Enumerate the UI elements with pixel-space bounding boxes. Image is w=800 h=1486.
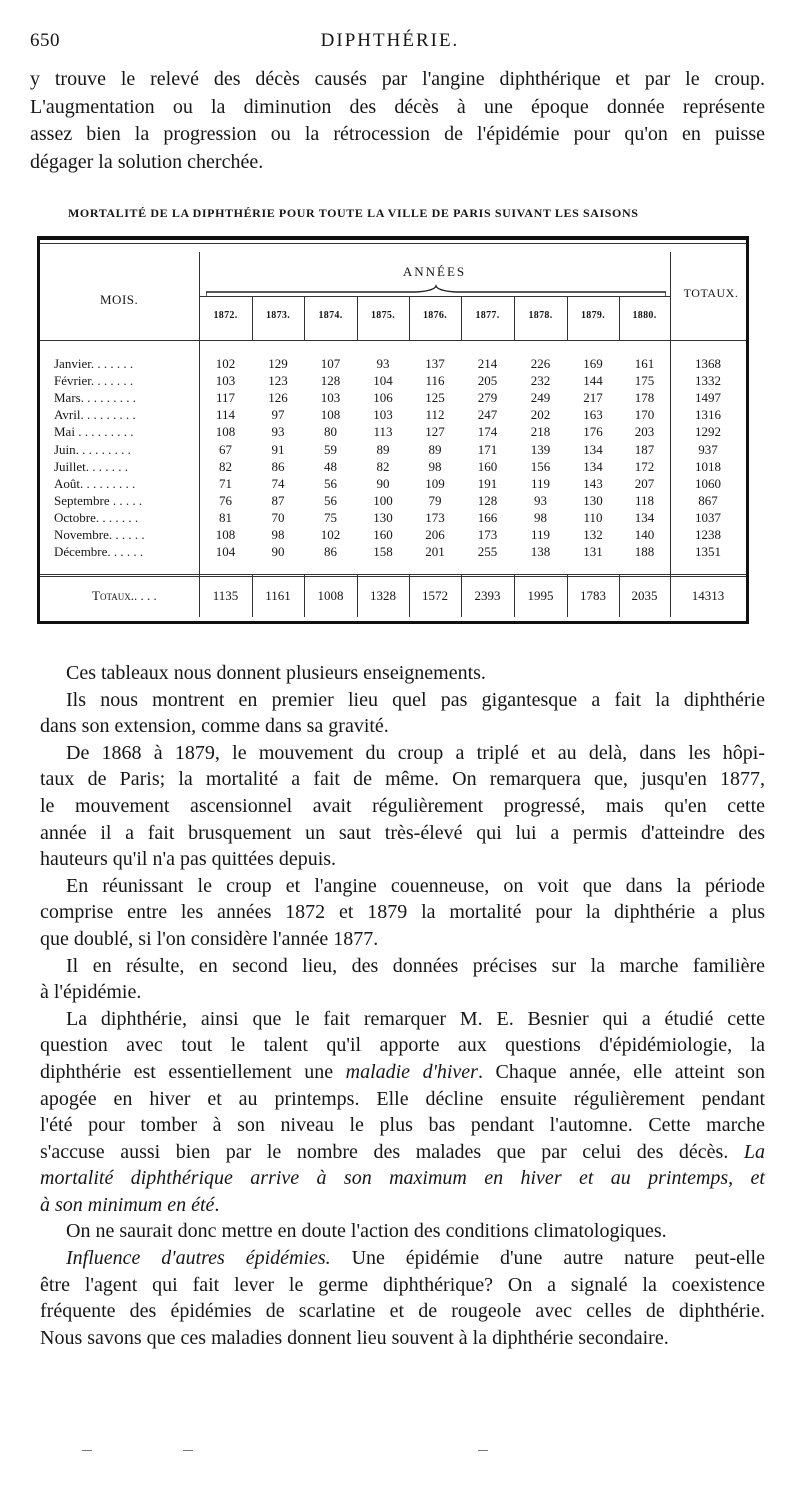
text-line: y trouve le relevé des décès causés par l'angine diphthérique et par le croup.: [30, 68, 765, 90]
data-cell: 81: [219, 509, 232, 525]
totals-rule: [40, 576, 746, 577]
data-cell: 163: [583, 407, 603, 423]
data-cell: 74: [271, 475, 285, 491]
mortality-table: [37, 236, 749, 624]
data-cell: 143: [583, 475, 603, 491]
italic-text: Influence d'autres épidémies.: [66, 1247, 331, 1270]
month-label: Juin. . . . . . . . .: [54, 441, 131, 457]
running-title: DIPHTHÉRIE.: [320, 30, 460, 51]
data-cell: 170: [634, 407, 655, 423]
page-number: 650: [30, 30, 60, 51]
row-total-cell: 1037: [695, 509, 721, 525]
text-span: Une épidémie d'une autre nature peut-elle: [330, 1247, 765, 1270]
text-line: dégager la solution cherchée.: [30, 150, 264, 173]
data-cell: 129: [268, 356, 288, 371]
column-total-cell: 1328: [370, 588, 396, 603]
data-cell: 107: [320, 356, 341, 371]
data-cell: 98: [534, 509, 547, 525]
year-header: 1879.: [581, 310, 605, 321]
text-line: que doublé, si l'on considère l'année 1877.: [40, 927, 379, 950]
data-cell: 98: [271, 527, 285, 542]
data-cell: 112: [425, 407, 445, 423]
data-cell: 144: [583, 373, 603, 389]
data-cell: 202: [530, 407, 551, 423]
data-cell: 108: [320, 407, 341, 423]
grand-total-cell: 14313: [691, 588, 725, 603]
data-cell: 98: [428, 458, 442, 474]
data-cell: 203: [634, 424, 655, 440]
data-cell: 102: [215, 356, 236, 371]
data-cell: 70: [271, 509, 285, 525]
text-line: fréquente des épidémies de scarlatine et de rougeole avec celles de diphthérie.: [40, 1300, 765, 1323]
data-cell: 127: [425, 424, 445, 440]
data-cell: 89: [428, 441, 442, 457]
data-cell: 91: [271, 441, 285, 457]
data-cell: 103: [215, 373, 236, 389]
data-cell: 206: [425, 527, 445, 542]
text-line: Ces tableaux nous donnent plusieurs enseignements.: [66, 662, 486, 684]
text-line: dans son extension, comme dans sa gravité.: [40, 715, 389, 738]
data-cell: 226: [530, 356, 551, 371]
data-cell: 173: [425, 509, 445, 525]
column-total-cell: 1995: [527, 588, 554, 603]
month-label: Avril. . . . . . . . .: [54, 407, 136, 423]
text-line: Il en résulte, en second lieu, des données précises sur la marche familière: [66, 954, 765, 977]
month-label: Mars. . . . . . . . .: [54, 390, 136, 406]
year-header: 1875.: [371, 310, 395, 321]
data-cell: 201: [425, 544, 445, 560]
data-cell: 123: [268, 373, 288, 389]
row-total-cell: 1060: [695, 475, 721, 491]
text-line: [40, 1165, 765, 1192]
data-cell: 113: [373, 424, 393, 440]
data-cell: 205: [477, 373, 498, 389]
text-line: La diphthérie, ainsi que le fait remarquer M. E. Besnier qui a étudié cette: [66, 1007, 765, 1030]
data-cell: 71: [219, 475, 232, 491]
row-total-cell: 1238: [695, 527, 721, 542]
text-line: année il a fait brusquement un saut très-élevé qui lui a permis d'atteindre des: [40, 821, 765, 844]
data-cell: 138: [530, 544, 551, 560]
data-cell: 160: [373, 527, 393, 542]
data-cell: 160: [477, 458, 498, 474]
data-cell: 56: [324, 492, 337, 508]
row-total-cell: 1351: [695, 544, 721, 560]
data-cell: 82: [376, 458, 390, 474]
month-label: Novembre. . . . . .: [54, 527, 145, 542]
data-cell: 178: [634, 390, 655, 406]
text-line: comprise entre les années 1872 et 1879 la mortalité pour la diphthérie a plus: [40, 901, 765, 924]
page-header: [30, 30, 750, 58]
table-inner-rule: [40, 243, 746, 244]
data-cell: 130: [373, 509, 393, 525]
footer-mark: [478, 1450, 488, 1451]
text-line: Nous savons que ces maladies donnent lieu souvent à la diphthérie secondaire.: [40, 1326, 669, 1349]
data-cell: 104: [373, 373, 393, 389]
month-label: Août. . . . . . . . .: [54, 475, 136, 491]
data-cell: 109: [425, 475, 445, 491]
data-cell: 102: [320, 527, 341, 542]
data-cell: 247: [477, 407, 498, 423]
column-total-cell: 1783: [580, 588, 606, 603]
data-cell: 128: [320, 373, 341, 389]
totaux-header: TOTAUX.: [683, 286, 739, 300]
data-cell: 169: [583, 356, 603, 371]
data-cell: 187: [634, 441, 655, 457]
header-rule: [40, 340, 746, 341]
data-cell: 110: [583, 509, 603, 525]
month-label: Mai . . . . . . . . .: [54, 424, 134, 440]
text-line: à l'épidémie.: [40, 981, 142, 1004]
text-line: L'augmentation ou la diminution des décès à une époque donnée représente: [30, 95, 765, 118]
header-rule: [199, 296, 670, 297]
data-cell: 128: [477, 492, 498, 508]
data-cell: 134: [583, 458, 603, 474]
data-cell: 125: [425, 390, 445, 406]
data-cell: 93: [271, 424, 285, 440]
data-cell: 86: [324, 544, 337, 560]
data-cell: 108: [215, 424, 236, 440]
column-total-cell: 1008: [317, 588, 344, 603]
data-cell: 249: [530, 390, 551, 406]
data-cell: 137: [425, 356, 445, 371]
data-cell: 173: [477, 527, 498, 542]
text-line: l'été pour tomber à son niveau le plus bas pendant l'automne. Cette marche: [40, 1114, 765, 1137]
data-cell: 131: [583, 544, 603, 560]
data-cell: 279: [477, 390, 498, 406]
month-label: Décembre. . . . . .: [54, 544, 144, 560]
row-total-cell: 1316: [695, 407, 721, 423]
year-header: 1880.: [632, 310, 657, 321]
column-total-cell: 1161: [265, 588, 291, 603]
year-header: 1872.: [213, 310, 238, 321]
data-cell: 166: [477, 509, 498, 525]
text-line: On ne saurait donc mettre en doute l'action des conditions climatologiques.: [66, 1220, 667, 1243]
data-cell: 97: [271, 407, 285, 423]
data-cell: 139: [530, 441, 551, 457]
text-line: question avec tout le talent qu'il apporte aux questions d'épidémiologie, la: [40, 1034, 765, 1057]
footer-mark: [183, 1450, 193, 1451]
data-cell: 108: [215, 527, 236, 542]
month-label: Février. . . . . . .: [54, 373, 134, 389]
data-cell: 59: [324, 441, 337, 457]
text-span: .: [214, 1193, 220, 1216]
italic-text: La: [743, 1140, 765, 1163]
footer-mark: [82, 1450, 92, 1451]
month-label: Juillet. . . . . . .: [54, 458, 129, 474]
data-cell: 90: [271, 544, 285, 560]
text-line: [40, 1245, 765, 1272]
data-cell: 174: [477, 424, 498, 440]
totals-label: Totaux.. . . .: [92, 588, 157, 603]
italic-text: à son minimum en été: [40, 1193, 215, 1216]
data-cell: 76: [219, 492, 232, 508]
data-cell: 82: [219, 458, 232, 474]
text-line: Ils nous montrent en premier lieu quel pas gigantesque a fait la diphthérie: [66, 688, 765, 711]
row-total-cell: 1292: [695, 424, 721, 440]
data-cell: 103: [373, 407, 393, 423]
mois-header: MOIS.: [100, 292, 139, 307]
data-cell: 86: [271, 458, 285, 474]
data-cell: 172: [634, 458, 655, 474]
text-line: [40, 1139, 765, 1166]
data-cell: 191: [477, 475, 498, 491]
data-cell: 119: [530, 475, 551, 491]
annees-header: ANNÉES: [402, 264, 467, 279]
data-cell: 232: [530, 373, 551, 389]
row-total-cell: 1497: [695, 390, 721, 406]
data-cell: 100: [373, 492, 393, 508]
row-total-cell: 1368: [695, 356, 721, 371]
data-cell: 89: [376, 441, 390, 457]
text-line: être l'agent qui fait lever le germe diphthérique? On a signalé la coexistence: [40, 1273, 765, 1296]
data-cell: 116: [425, 373, 445, 389]
text-line: hauteurs qu'il n'a pas quittées depuis.: [40, 848, 337, 871]
text-line: apogée en hiver et au printemps. Elle décline ensuite régulièrement pendant: [40, 1087, 765, 1110]
text-line: le mouvement ascensionnel avait régulièrement progressé, mais qu'en cette: [40, 794, 765, 817]
data-cell: 79: [428, 492, 442, 508]
year-header: 1873.: [266, 310, 290, 321]
row-total-cell: 1018: [695, 458, 721, 474]
row-total-cell: 937: [698, 441, 718, 457]
data-cell: 118: [634, 492, 655, 508]
text-span: . Chaque année, elle atteint son: [477, 1060, 766, 1083]
text-line: taux de Paris; la mortalité a fait de même. On remarquera que, jusqu'en 1877,: [40, 768, 765, 791]
text-line: assez bien la progression ou la rétrocession de l'épidémie pour qu'on en puisse: [30, 123, 765, 145]
data-cell: 93: [376, 356, 390, 371]
data-cell: 104: [215, 544, 236, 560]
data-cell: 214: [477, 356, 498, 371]
data-cell: 117: [215, 390, 236, 406]
data-cell: 134: [583, 441, 603, 457]
text-span: diphthérie est essentiellement une: [40, 1060, 346, 1083]
data-cell: 67: [219, 441, 232, 457]
intro-paragraph: [30, 66, 765, 176]
column-total-cell: 1572: [422, 588, 448, 603]
data-cell: 176: [583, 424, 603, 440]
data-cell: 161: [634, 356, 655, 371]
data-cell: 134: [634, 509, 655, 525]
data-cell: 80: [324, 424, 337, 440]
text-span: s'accuse aussi bien par le nombre des malades que par celui des décès.: [40, 1140, 744, 1163]
text-line: En réunissant le croup et l'angine couenneuse, on voit que dans la période: [66, 874, 765, 897]
totals-rule: [40, 574, 746, 575]
year-header: 1877.: [475, 310, 500, 321]
year-header: 1874.: [318, 310, 343, 321]
data-cell: 158: [373, 544, 393, 560]
data-cell: 132: [583, 527, 603, 542]
data-cell: 48: [324, 458, 337, 474]
data-cell: 130: [583, 492, 603, 508]
body-text: [40, 660, 765, 1351]
italic-text: mortalité diphthérique arrive à son maximum en hiver et au printemps, et: [40, 1167, 765, 1190]
year-header: 1876.: [423, 310, 447, 321]
data-cell: 114: [215, 407, 236, 423]
column-total-cell: 2393: [474, 588, 501, 603]
row-total-cell: 1332: [695, 373, 721, 389]
row-total-cell: 867: [698, 492, 718, 508]
month-label: Septembre . . . . .: [54, 492, 143, 508]
data-cell: 119: [530, 527, 551, 542]
data-cell: 103: [320, 390, 341, 406]
month-label: Octobre. . . . . . .: [54, 509, 139, 525]
data-cell: 255: [477, 544, 498, 560]
month-label: Janvier. . . . . . .: [54, 356, 134, 371]
data-cell: 188: [634, 544, 655, 560]
data-cell: 93: [534, 492, 547, 508]
column-total-cell: 1135: [212, 588, 239, 603]
table-caption: MORTALITÉ DE LA DIPHTHÉRIE POUR TOUTE LA VILLE DE PARIS SUIVANT LES SAISONS: [68, 206, 639, 220]
data-cell: 56: [324, 475, 337, 491]
data-cell: 126: [268, 390, 288, 406]
year-header: 1878.: [528, 310, 553, 321]
text-line: [40, 1192, 765, 1219]
data-cell: 218: [530, 424, 551, 440]
text-line: [40, 1059, 765, 1086]
data-cell: 171: [477, 441, 498, 457]
data-cell: 207: [634, 475, 655, 491]
data-cell: 106: [373, 390, 393, 406]
data-cell: 87: [271, 492, 285, 508]
column-total-cell: 2035: [631, 588, 658, 603]
data-cell: 217: [583, 390, 603, 406]
data-cell: 90: [376, 475, 390, 491]
italic-text: maladie d'hiver: [345, 1060, 478, 1083]
data-cell: 75: [324, 509, 337, 525]
data-cell: 140: [634, 527, 655, 542]
data-cell: 175: [634, 373, 655, 389]
data-cell: 156: [530, 458, 551, 474]
text-line: De 1868 à 1879, le mouvement du croup a triplé et au delà, dans les hôpi-: [66, 741, 765, 764]
